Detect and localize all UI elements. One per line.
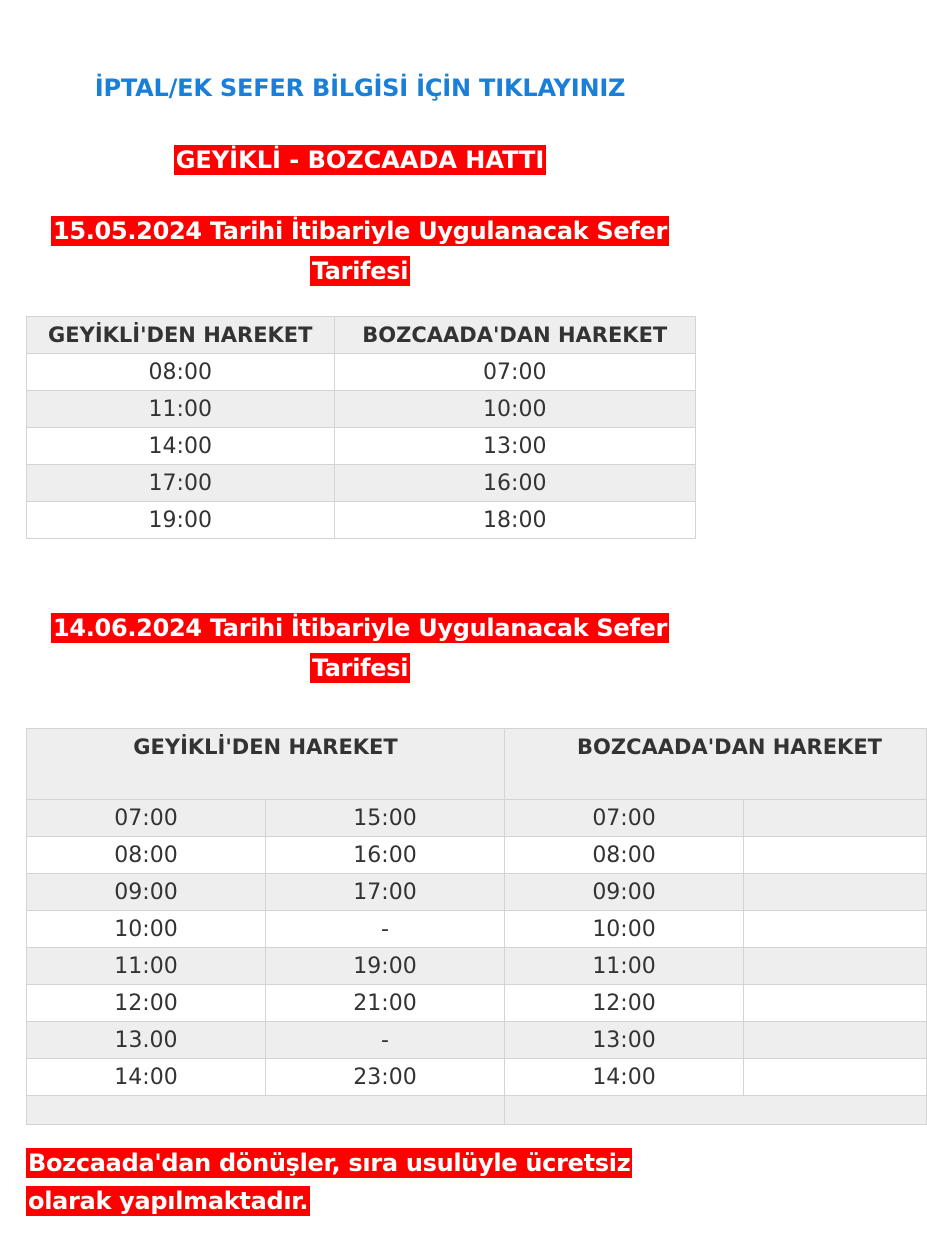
geyikli-departure: 11:00 [27, 948, 266, 985]
table-row [27, 391, 696, 428]
geyikli-departure: 08:00 [27, 354, 335, 391]
schedule2-heading [0, 608, 720, 688]
geyikli-departure: 11:00 [27, 391, 335, 428]
table-row [27, 948, 927, 985]
geyikli-departure: 14:00 [27, 1059, 266, 1096]
bozcaada-departure [744, 874, 927, 911]
geyikli-departure: 14:00 [27, 428, 335, 465]
geyikli-departure: 23:00 [266, 1059, 505, 1096]
schedule2-col-geyikli: GEYİKLİ'DEN HAREKET [27, 729, 505, 800]
bozcaada-departure [744, 911, 927, 948]
bozcaada-departure [744, 948, 927, 985]
bozcaada-departure: 14:00 [505, 1059, 744, 1096]
bozcaada-departure: 09:00 [505, 874, 744, 911]
bozcaada-departure [744, 837, 927, 874]
geyikli-departure: 10:00 [27, 911, 266, 948]
empty-cell [27, 1096, 505, 1125]
schedule2-header-row [27, 729, 927, 800]
table-row [27, 428, 696, 465]
table-row [27, 465, 696, 502]
table-row [27, 874, 927, 911]
schedule2-table-scroll[interactable] [26, 728, 882, 1116]
bozcaada-departure: 12:00 [505, 985, 744, 1022]
bozcaada-departure: 08:00 [505, 837, 744, 874]
schedule2-table [26, 728, 927, 1125]
table-row [27, 985, 927, 1022]
return-info-note [26, 1144, 706, 1220]
bozcaada-departure: 13:00 [334, 428, 695, 465]
bozcaada-departure [744, 985, 927, 1022]
geyikli-departure: 19:00 [266, 948, 505, 985]
bozcaada-departure: 10:00 [505, 911, 744, 948]
bozcaada-departure [744, 800, 927, 837]
schedule2-heading-text: 14.06.2024 Tarihi İtibariyle Uygulanacak Sefer Tarifesi [52, 614, 668, 682]
geyikli-departure: - [266, 1022, 505, 1059]
table-row [27, 502, 696, 539]
bozcaada-departure: 18:00 [334, 502, 695, 539]
schedule1-heading [0, 211, 720, 291]
line-title [0, 143, 720, 177]
bozcaada-departure: 13:00 [505, 1022, 744, 1059]
geyikli-departure: 13.00 [27, 1022, 266, 1059]
table-row [27, 354, 696, 391]
geyikli-departure: 19:00 [27, 502, 335, 539]
geyikli-departure: 16:00 [266, 837, 505, 874]
schedule1-table [26, 316, 696, 539]
bozcaada-departure: 07:00 [505, 800, 744, 837]
bozcaada-departure [744, 1059, 927, 1096]
empty-cell [505, 1096, 927, 1125]
cancel-extra-trip-info-link[interactable]: İPTAL/EK SEFER BİLGİSİ İÇİN TIKLAYINIZ [94, 74, 626, 102]
bozcaada-departure: 07:00 [334, 354, 695, 391]
table-row [27, 911, 927, 948]
geyikli-departure: 08:00 [27, 837, 266, 874]
bozcaada-departure: 10:00 [334, 391, 695, 428]
line-title-text: GEYİKLİ - BOZCAADA HATTI [175, 146, 545, 174]
schedule1-heading-text: 15.05.2024 Tarihi İtibariyle Uygulanacak Sefer Tarifesi [52, 217, 668, 285]
geyikli-departure: 17:00 [27, 465, 335, 502]
bozcaada-departure [744, 1022, 927, 1059]
table-row [27, 837, 927, 874]
schedule1-header-row [27, 317, 696, 354]
geyikli-departure: 15:00 [266, 800, 505, 837]
schedule1-col-geyikli: GEYİKLİ'DEN HAREKET [27, 317, 335, 354]
table-row [27, 1059, 927, 1096]
geyikli-departure: - [266, 911, 505, 948]
geyikli-departure: 07:00 [27, 800, 266, 837]
bozcaada-departure: 16:00 [334, 465, 695, 502]
schedule1-col-bozcaada: BOZCAADA'DAN HAREKET [334, 317, 695, 354]
geyikli-departure: 12:00 [27, 985, 266, 1022]
schedule2-col-bozcaada: BOZCAADA'DAN HAREKET [505, 729, 927, 800]
geyikli-departure: 09:00 [27, 874, 266, 911]
table-row [27, 1096, 927, 1125]
bozcaada-departure: 11:00 [505, 948, 744, 985]
table-row [27, 800, 927, 837]
geyikli-departure: 17:00 [266, 874, 505, 911]
table-row [27, 1022, 927, 1059]
return-info-text: Bozcaada'dan dönüşler, sıra usulüyle ücretsiz olarak yapılmaktadır. [28, 1149, 631, 1215]
geyikli-departure: 21:00 [266, 985, 505, 1022]
